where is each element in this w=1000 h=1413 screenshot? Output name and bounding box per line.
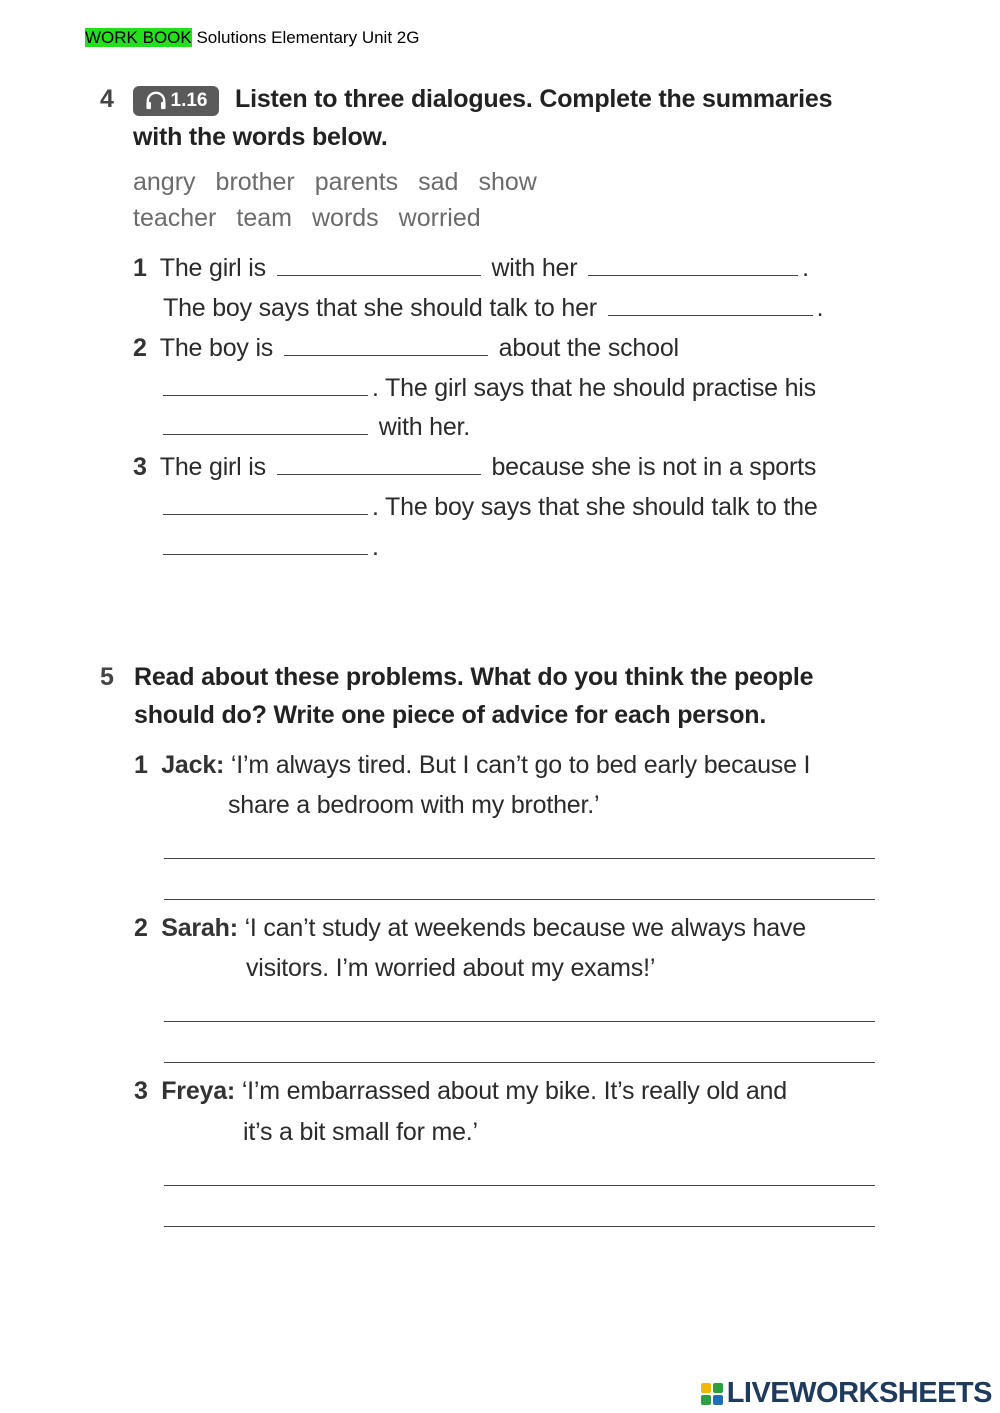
item-number: 2 bbox=[134, 914, 148, 942]
item-text: about the school bbox=[498, 334, 679, 362]
header-highlight: WORK BOOK bbox=[85, 28, 192, 47]
answer-blank[interactable] bbox=[163, 373, 368, 396]
ex4-item-2-line3 bbox=[163, 412, 470, 442]
word-bank-item: teacher bbox=[133, 204, 217, 232]
answer-blank[interactable] bbox=[163, 532, 368, 555]
ex4-item-1-line1 bbox=[133, 253, 809, 283]
person-name: Jack: bbox=[161, 751, 225, 779]
person-name: Freya: bbox=[161, 1077, 236, 1105]
exercise-5-instruction-line2: should do? Write one piece of advice for each person. bbox=[134, 701, 767, 729]
word-bank-item: worried bbox=[398, 204, 481, 232]
ex5-person-1-line2: share a bedroom with my brother.’ bbox=[228, 791, 600, 819]
audio-track-badge[interactable] bbox=[133, 86, 219, 116]
ex5-person-3-line2: it’s a bit small for me.’ bbox=[243, 1118, 478, 1146]
item-text: . bbox=[372, 533, 379, 561]
page-header bbox=[85, 28, 419, 48]
item-text: . bbox=[802, 254, 809, 282]
ex5-person-3-line1 bbox=[134, 1077, 787, 1106]
exercise-4-instruction-line2: with the words below. bbox=[133, 123, 388, 151]
word-bank-item: team bbox=[236, 204, 292, 232]
word-bank-item: show bbox=[478, 168, 537, 196]
ex4-item-2-line1 bbox=[133, 333, 679, 363]
item-text: The boy is bbox=[159, 334, 274, 362]
item-number: 3 bbox=[134, 1077, 148, 1105]
item-text: The boy says that she should talk to her bbox=[163, 294, 597, 322]
answer-line[interactable] bbox=[164, 1226, 875, 1227]
exercise-4-number: 4 bbox=[100, 85, 114, 113]
ex5-person-2-line2: visitors. I’m worried about my exams!’ bbox=[246, 954, 656, 982]
answer-line[interactable] bbox=[164, 1185, 875, 1186]
item-number: 1 bbox=[134, 751, 148, 779]
answer-line[interactable] bbox=[164, 1062, 875, 1063]
exercise-5-number: 5 bbox=[100, 663, 114, 691]
word-bank-item: words bbox=[311, 204, 379, 232]
word-bank-item: brother bbox=[215, 168, 295, 196]
item-text: . The boy says that she should talk to the bbox=[372, 493, 818, 521]
answer-line[interactable] bbox=[164, 858, 875, 859]
liveworksheets-logo bbox=[701, 1377, 992, 1410]
ex4-item-3-line1 bbox=[133, 452, 816, 482]
header-title: Solutions Elementary Unit 2G bbox=[191, 28, 420, 47]
word-bank-item: parents bbox=[314, 168, 399, 196]
item-number: 2 bbox=[133, 334, 147, 362]
problem-text: ‘I’m always tired. But I can’t go to bed early because I bbox=[230, 751, 811, 779]
answer-blank[interactable] bbox=[284, 333, 488, 356]
answer-blank[interactable] bbox=[608, 293, 813, 316]
logo-mark-icon bbox=[701, 1383, 723, 1405]
ex4-item-3-line3 bbox=[163, 532, 379, 562]
item-number: 3 bbox=[133, 453, 147, 481]
word-bank-row-1 bbox=[133, 168, 557, 197]
person-name: Sarah: bbox=[161, 914, 238, 942]
word-bank-item: sad bbox=[418, 168, 459, 196]
answer-blank[interactable] bbox=[588, 253, 798, 276]
word-bank-row-2 bbox=[133, 204, 501, 233]
item-text: with her. bbox=[378, 413, 471, 441]
item-text: with her bbox=[491, 254, 578, 282]
exercise-5-instruction-line1: Read about these problems. What do you think the people bbox=[134, 663, 814, 691]
audio-track-label: 1.16 bbox=[170, 90, 208, 111]
item-text: . bbox=[816, 294, 824, 322]
item-number: 1 bbox=[133, 254, 147, 282]
headphones-icon bbox=[145, 91, 167, 111]
answer-blank[interactable] bbox=[277, 452, 481, 475]
exercise-4-instruction-line1: Listen to three dialogues. Complete the summaries bbox=[235, 85, 833, 113]
item-text: . The girl says that he should practise his bbox=[372, 374, 816, 402]
word-bank-item: angry bbox=[133, 168, 196, 196]
answer-blank[interactable] bbox=[163, 492, 368, 515]
problem-text: ‘I can’t study at weekends because we always have bbox=[244, 914, 806, 942]
item-text: because she is not in a sports bbox=[491, 453, 817, 481]
answer-blank[interactable] bbox=[163, 412, 368, 435]
ex5-person-2-line1 bbox=[134, 914, 806, 943]
ex4-item-2-line2 bbox=[163, 373, 816, 403]
logo-text: LIVEWORKSHEETS bbox=[726, 1377, 992, 1409]
ex4-item-1-line2 bbox=[163, 293, 823, 323]
answer-line[interactable] bbox=[164, 1021, 875, 1022]
item-text: The girl is bbox=[159, 453, 266, 481]
item-text: The girl is bbox=[159, 254, 266, 282]
problem-text: ‘I’m embarrassed about my bike. It’s really old and bbox=[241, 1077, 787, 1105]
answer-blank[interactable] bbox=[277, 253, 481, 276]
ex4-item-3-line2 bbox=[163, 492, 818, 522]
answer-line[interactable] bbox=[164, 899, 875, 900]
ex5-person-1-line1 bbox=[134, 751, 810, 780]
